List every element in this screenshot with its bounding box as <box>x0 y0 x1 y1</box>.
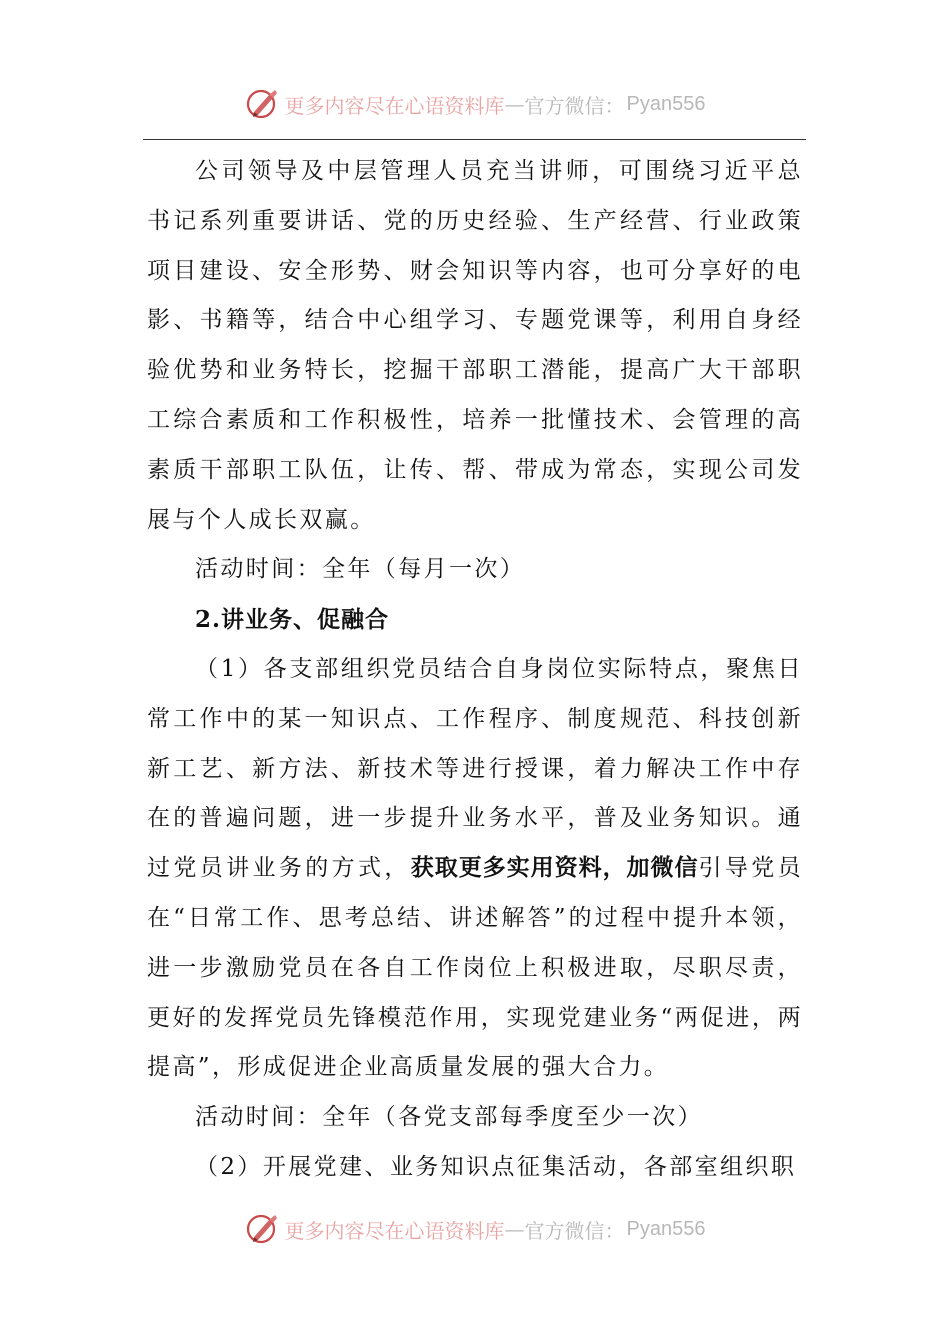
paragraph-business-text-b: 引导党员在“日常工作、思考总结、讲述解答”的过程中提升本领，进一步激励党员在各自工作岗位上积极进取，尽职尽责，更好的发挥党员先锋模范作用，实现党建业务“两促进，两提高”，形成促进企业高质量发展的强大合力。 <box>147 855 804 1081</box>
pen-logo-icon <box>245 86 281 122</box>
watermark-dash: — <box>504 1217 525 1241</box>
paragraph-business <box>147 645 803 1093</box>
paragraph-collection: （2）开展党建、业务知识点征集活动，各部室组织职 <box>195 1153 797 1180</box>
activity-time-1: 活动时间：全年（每月一次） <box>195 556 526 583</box>
watermark-site-name: 更多内容尽在心语资料库 <box>284 93 505 118</box>
watermark-wechat-id: Pyan556 <box>626 1217 706 1240</box>
watermark-dash: — <box>504 92 525 116</box>
watermark-wechat-id: Pyan556 <box>626 92 706 115</box>
activity-time-2: 活动时间：全年（各党支部每季度至少一次） <box>195 1104 703 1131</box>
header-watermark <box>0 84 950 124</box>
paragraph-lecturers: 公司领导及中层管理人员充当讲师，可围绕习近平总书记系列重要讲话、党的历史经验、生产经营、行业政策项目建设、安全形势、财会知识等内容，也可分享好的电影、书籍等，结合中心组学习、专题党课等，利用自身经验优势和业务特长，挖掘干部职工潜能，提高广大干部职工综合素质和工作积极性，培养一批懂技术、会管理的高素质干部职工队伍，让传、帮、带成为常态，实现公司发展与个人成长双赢。 <box>147 158 803 533</box>
watermark-wechat-label: 官方微信： <box>524 93 625 118</box>
inline-ad-text: 获取更多实用资料，加微信 <box>410 855 699 882</box>
section-heading-2: 2.讲业务、促融合 <box>195 606 390 634</box>
pen-logo-icon <box>245 1211 281 1247</box>
header-divider <box>143 139 806 140</box>
footer-watermark <box>0 1209 950 1249</box>
paragraph-business-text-a: （1）各支部组织党员结合自身岗位实际特点，聚焦日常工作中的某一知识点、工作程序、制度规范、科技创新新工艺、新方法、新技术等进行授课，着力解决工作中存在的普遍问题，进一步提升业务水平，普及业务知识。通过党员讲业务的方式， <box>147 655 803 882</box>
watermark-wechat-label: 官方微信： <box>524 1218 625 1243</box>
document-body <box>147 147 803 1193</box>
watermark-site-name: 更多内容尽在心语资料库 <box>284 1218 505 1243</box>
